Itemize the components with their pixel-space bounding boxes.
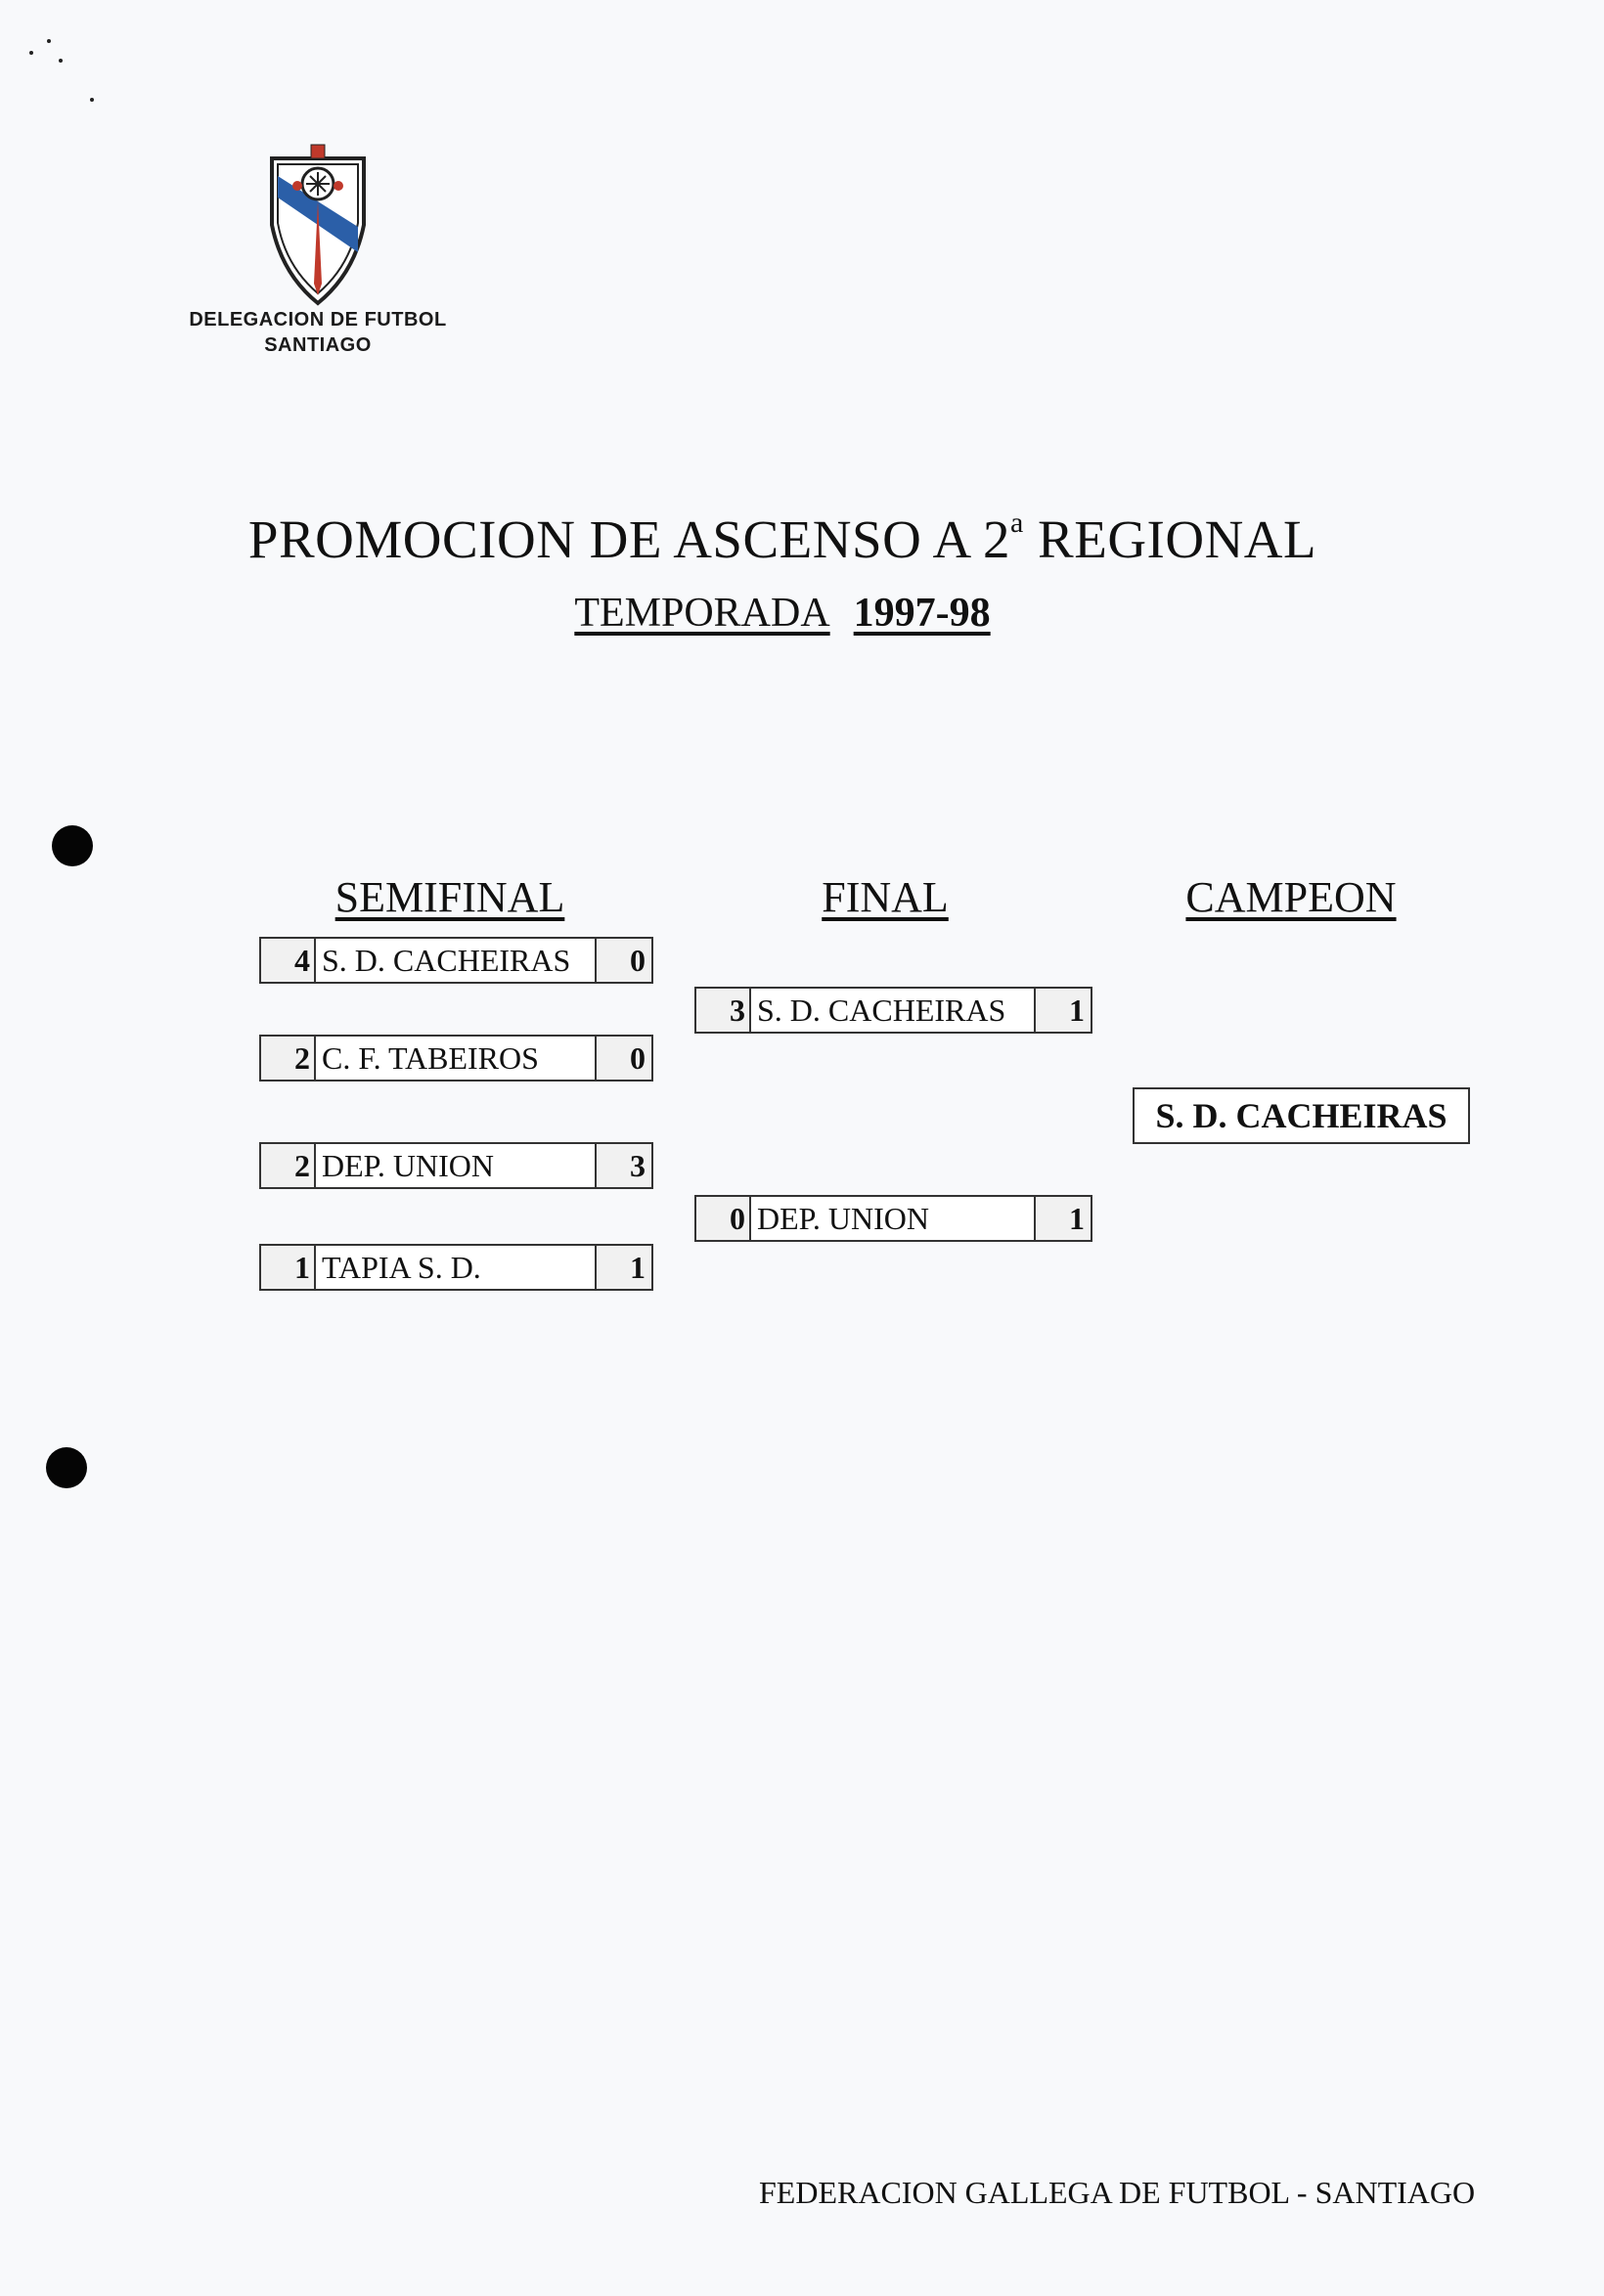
federation-shield-logo [264, 137, 372, 308]
final-row [694, 987, 1092, 1034]
semifinal-row [259, 1142, 653, 1189]
final-row [694, 1195, 1092, 1242]
season-label: TEMPORADA [574, 591, 830, 636]
first-leg-score: 2 [261, 1144, 316, 1187]
organization-city: SANTIAGO [264, 334, 372, 356]
title-prefix: PROMOCION DE ASCENSO A 2 [247, 509, 1010, 569]
organization-name: DELEGACION DE FUTBOL [189, 309, 447, 331]
team-name: C. F. TABEIROS [322, 1040, 539, 1076]
scan-speck [29, 51, 33, 55]
semifinal-heading: SEMIFINAL [334, 873, 565, 921]
title-superscript: a [1009, 507, 1024, 539]
team-name: TAPIA S. D. [322, 1250, 481, 1285]
second-leg-score: 1 [595, 1246, 651, 1289]
first-leg-score: 2 [261, 1037, 316, 1080]
semifinal-row [259, 1244, 653, 1291]
season-year: 1997-98 [853, 591, 991, 636]
second-leg-score: 1 [1034, 1197, 1091, 1240]
champion-heading: CAMPEON [1185, 873, 1397, 921]
second-leg-score: 0 [595, 1037, 651, 1080]
first-leg-score: 3 [696, 989, 751, 1032]
team-name: S. D. CACHEIRAS [322, 943, 571, 978]
team-name: DEP. UNION [757, 1201, 929, 1236]
second-leg-score: 0 [595, 939, 651, 982]
punch-hole [52, 825, 93, 866]
scan-speck [90, 98, 94, 102]
first-leg-score: 0 [696, 1197, 751, 1240]
team-name: DEP. UNION [322, 1148, 494, 1183]
title-suffix: REGIONAL [1023, 509, 1317, 569]
first-leg-score: 4 [261, 939, 316, 982]
second-leg-score: 3 [595, 1144, 651, 1187]
team-name: S. D. CACHEIRAS [757, 993, 1006, 1028]
final-heading: FINAL [822, 873, 949, 921]
season-line [0, 590, 1604, 637]
champion-box: S. D. CACHEIRAS [1133, 1087, 1470, 1144]
second-leg-score: 1 [1034, 989, 1091, 1032]
scan-speck [47, 39, 51, 43]
first-leg-score: 1 [261, 1246, 316, 1289]
semifinal-row [259, 937, 653, 984]
scan-speck [59, 59, 63, 63]
punch-hole [46, 1447, 87, 1488]
semifinal-row [259, 1035, 653, 1082]
footer-text: FEDERACION GALLEGA DE FUTBOL - SANTIAGO [759, 2175, 1476, 2210]
page-title [0, 507, 1604, 570]
